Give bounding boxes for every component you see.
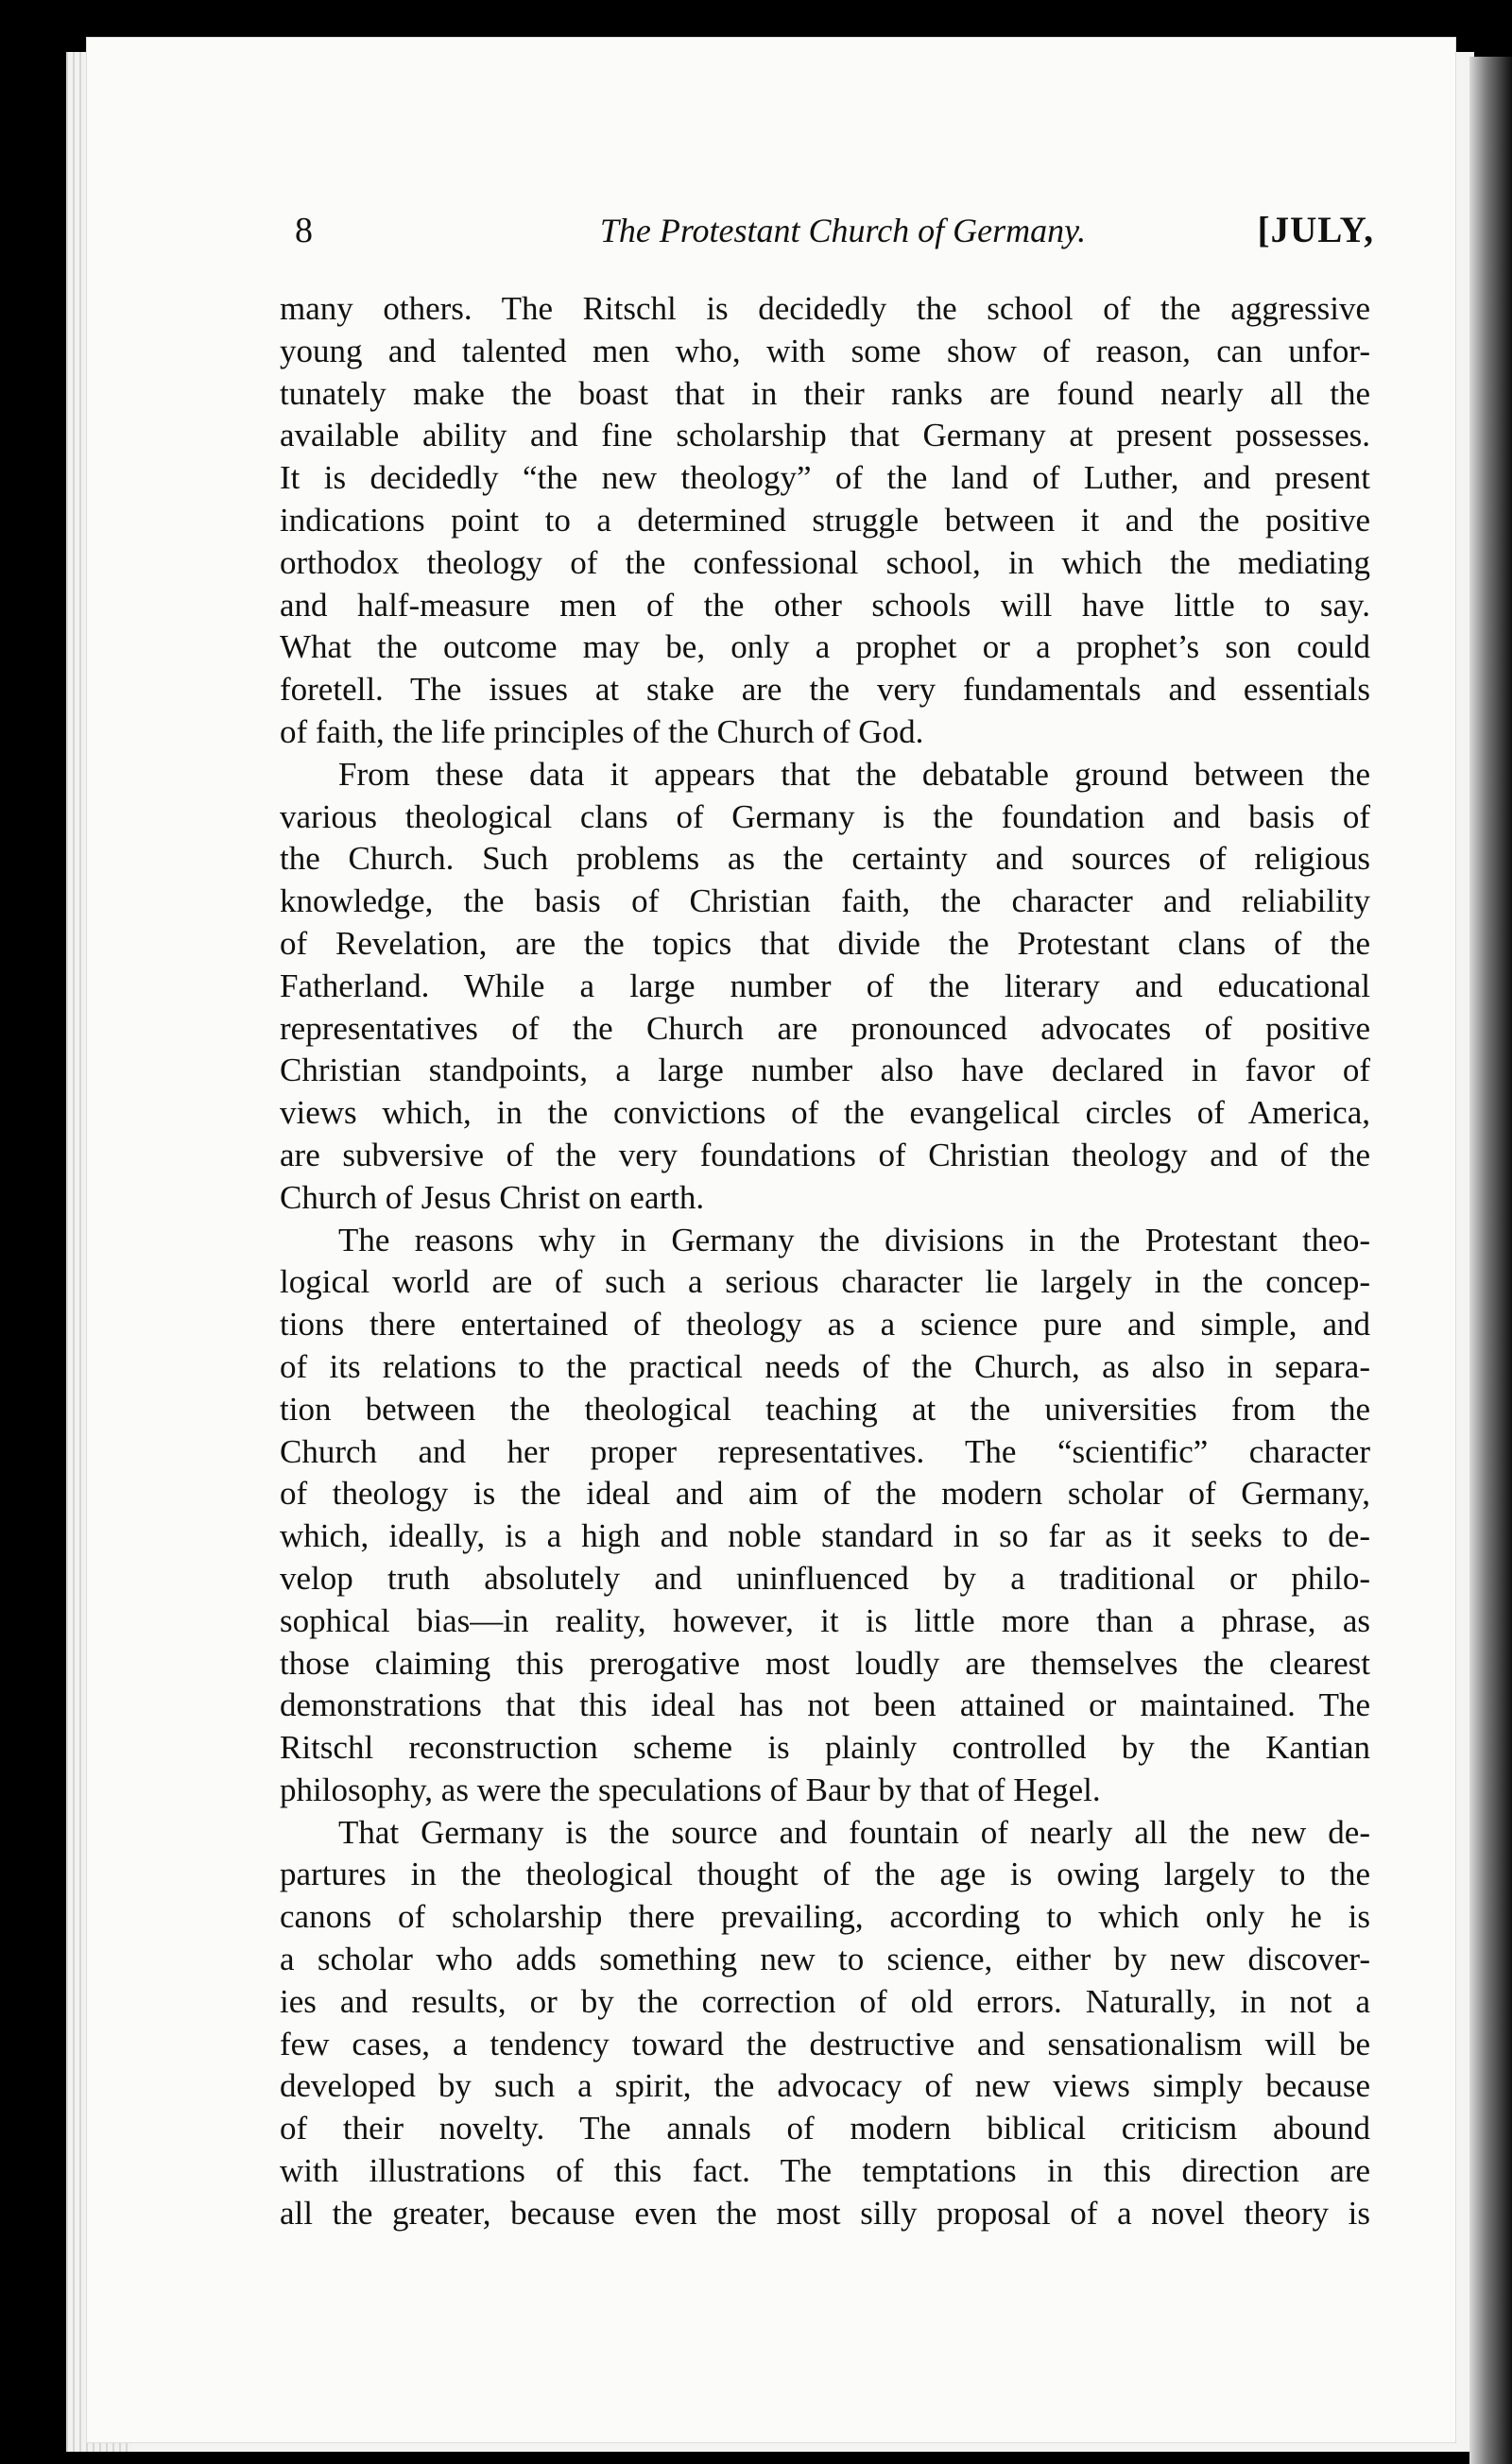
text-line: Church of Jesus Christ on earth. — [280, 1178, 705, 1216]
text-line: with illustrations of this fact. The temptations in this direction are — [280, 2152, 1370, 2190]
text-line: few cases, a tendency toward the destructive and sensationalism will be — [280, 2025, 1370, 2062]
text-line: of Revelation, are the topics that divide the Protestant clans of the — [280, 924, 1370, 962]
text-line: tunately make the boast that in their ranks are found nearly all the — [280, 374, 1370, 412]
text-line: knowledge, the basis of Christian faith, the character and reliability — [280, 882, 1370, 920]
text-line: views which, in the convictions of the evangelical circles of America, — [280, 1094, 1370, 1132]
text-line: those claiming this prerogative most loudly are themselves the clearest — [280, 1644, 1370, 1682]
text-line: the Church. Such problems as the certainty and sources of religious — [280, 840, 1370, 878]
text-line: demonstrations that this ideal has not been attained or maintained. The — [280, 1686, 1370, 1724]
text-line: tions there entertained of theology as a science pure and simple, and — [280, 1306, 1370, 1343]
running-title: The Protestant Church of Germany. — [599, 212, 1087, 249]
text-line: canons of scholarship there prevailing, according to which only he is — [280, 1898, 1370, 1936]
text-line: various theological clans of Germany is the foundation and basis of — [280, 797, 1370, 835]
text-line: many others. The Ritschl is decidedly the school of the aggressive — [280, 290, 1370, 327]
body-text — [280, 288, 1370, 2235]
text-line: Christian standpoints, a large number also have declared in favor of — [280, 1052, 1370, 1089]
text-line: philosophy, as were the speculations of Baur by that of Hegel. — [280, 1771, 1101, 1808]
text-line: velop truth absolutely and uninfluenced by a traditional or philo- — [280, 1559, 1370, 1597]
text-line: developed by such a spirit, the advocacy of new views simply because — [280, 2067, 1370, 2105]
right-page-shadow — [1469, 57, 1512, 2464]
text-line: tion between the theological teaching at the universities from the — [280, 1390, 1370, 1428]
text-line: indications point to a determined struggle between it and the positive — [280, 501, 1370, 539]
text-line: all the greater, because even the most silly proposal of a novel theory is — [280, 2194, 1370, 2232]
text-line: orthodox theology of the confessional school, in which the mediating — [280, 543, 1370, 581]
text-line: logical world are of such a serious character lie largely in the concep- — [280, 1263, 1370, 1301]
text-line: sophical bias—in reality, however, it is little more than a phrase, as — [280, 1601, 1370, 1639]
text-line: available ability and fine scholarship that Germany at present possesses. — [280, 417, 1370, 454]
text-line: which, ideally, is a high and noble standard in so far as it seeks to de- — [280, 1517, 1370, 1555]
text-line: That Germany is the source and fountain of nearly all the new de- — [338, 1813, 1370, 1851]
text-line: a scholar who adds something new to science, either by new discover- — [280, 1941, 1370, 1978]
text-line: partures in the theological thought of the age is owing largely to the — [280, 1856, 1370, 1893]
text-line: representatives of the Church are pronounced advocates of positive — [280, 1009, 1370, 1047]
text-line: of its relations to the practical needs of the Church, as also in separa- — [280, 1347, 1370, 1385]
text-line: The reasons why in Germany the divisions in the Protestant theo- — [338, 1221, 1370, 1258]
text-line: foretell. The issues at stake are the very fundamentals and essentials — [280, 671, 1370, 709]
text-line: of their novelty. The annals of modern biblical criticism abound — [280, 2110, 1370, 2147]
section-date: [JULY, — [1257, 210, 1374, 250]
text-line: of faith, the life principles of the Church of God. — [280, 712, 924, 750]
page-header — [295, 209, 1374, 256]
text-line: Church and her proper representatives. The “scientific” character — [280, 1432, 1370, 1470]
text-line: ies and results, or by the correction of old errors. Naturally, in not a — [280, 1982, 1370, 2020]
text-line: From these data it appears that the debatable ground between the — [338, 755, 1370, 793]
text-line: and half-measure men of the other schools will have little to say. — [280, 586, 1370, 624]
text-line: It is decidedly “the new theology” of the land of Luther, and present — [280, 459, 1370, 497]
text-line: of theology is the ideal and aim of the modern scholar of Germany, — [280, 1475, 1370, 1513]
page-number: 8 — [295, 211, 313, 250]
paragraph-3 — [280, 1220, 1370, 1812]
text-line: What the outcome may be, only a prophet or a prophet’s son could — [280, 628, 1370, 666]
paragraph-2 — [280, 754, 1370, 1220]
text-line: are subversive of the very foundations of Christian theology and of the — [280, 1136, 1370, 1173]
text-line: Ritschl reconstruction scheme is plainly controlled by the Kantian — [280, 1729, 1370, 1767]
text-line: Fatherland. While a large number of the literary and educational — [280, 967, 1370, 1004]
paragraph-1 — [280, 288, 1370, 754]
text-line: young and talented men who, with some show of reason, can unfor- — [280, 332, 1370, 369]
paragraph-4 — [280, 1812, 1370, 2235]
